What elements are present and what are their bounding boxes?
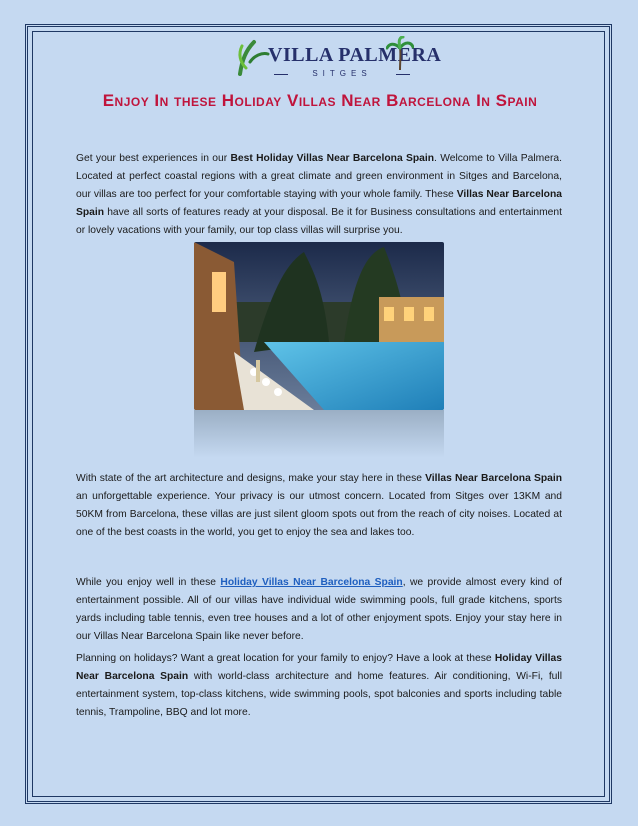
text: . Welcome to Villa Palmera. Located at perfect coastal regions with a great climate and green environment in Sitges and Barcelona, our villas are too perfect for your comfortable staying with your whole family. These (76, 153, 562, 200)
bold-text: Best Holiday Villas Near Barcelona Spain (230, 153, 435, 164)
holiday-villas-link[interactable]: Holiday Villas Near Barcelona Spain (220, 577, 403, 588)
villa-palmera-logo (228, 36, 442, 84)
paragraph-planning (76, 650, 562, 722)
bold-text: Holiday Villas Near Barcelona Spain (76, 653, 562, 682)
text: , we provide almost every kind of entertainment possible. All of our villas have individual wide swimming pools, full grade kitchens, sports yards including table tennis, even tree houses and a lot of other enjoyment spots. Enjoy your stay here in our Villas Near Barcelona Spain like never before. (76, 577, 562, 642)
text: Planning on holidays? Want a great location for your family to enjoy? Have a look at these (76, 653, 495, 664)
text: With state of the art architecture and designs, make your stay here in these (76, 473, 426, 484)
villa-pool-photo (194, 242, 444, 410)
text: While you enjoy well in these (76, 577, 221, 588)
photo-reflection (194, 410, 444, 458)
paragraph-intro (76, 150, 562, 240)
page-title: Enjoy In these Holiday Villas Near Barcelona In Spain (102, 91, 538, 110)
text: have all sorts of features ready at your disposal. Be it for Business consultations and entertainment or lovely vacations with your family, our top class villas will surprise you. (76, 207, 562, 236)
text: an unforgettable experience. Your privacy is our utmost concern. Located from Sitges over 13KM and 50KM from Barcelona, these villas are just silent gloom spots out from the reach of city noises. Located at one of the best coasts in the world, you get to enjoy the sea and lakes too. (76, 491, 562, 538)
paragraph-entertainment (76, 574, 562, 646)
text: with world-class architecture and home features. Air conditioning, Wi-Fi, full entertainment system, top-class kitchens, wide swimming pools, spot balconies and sports including table tennis, Trampoline, BBQ and lot more. (76, 671, 562, 718)
paragraph-architecture (76, 470, 562, 542)
palm-tree-icon (386, 36, 414, 72)
text: Get your best experiences in our (76, 153, 231, 164)
bold-text: Villas Near Barcelona Spain (425, 473, 563, 484)
logo-subtitle: SITGES (290, 69, 394, 78)
bold-text: Villas Near Barcelona Spain (76, 189, 562, 218)
palm-leaf-icon (232, 38, 272, 78)
logo-name: VILLA PALMERA (268, 44, 442, 66)
